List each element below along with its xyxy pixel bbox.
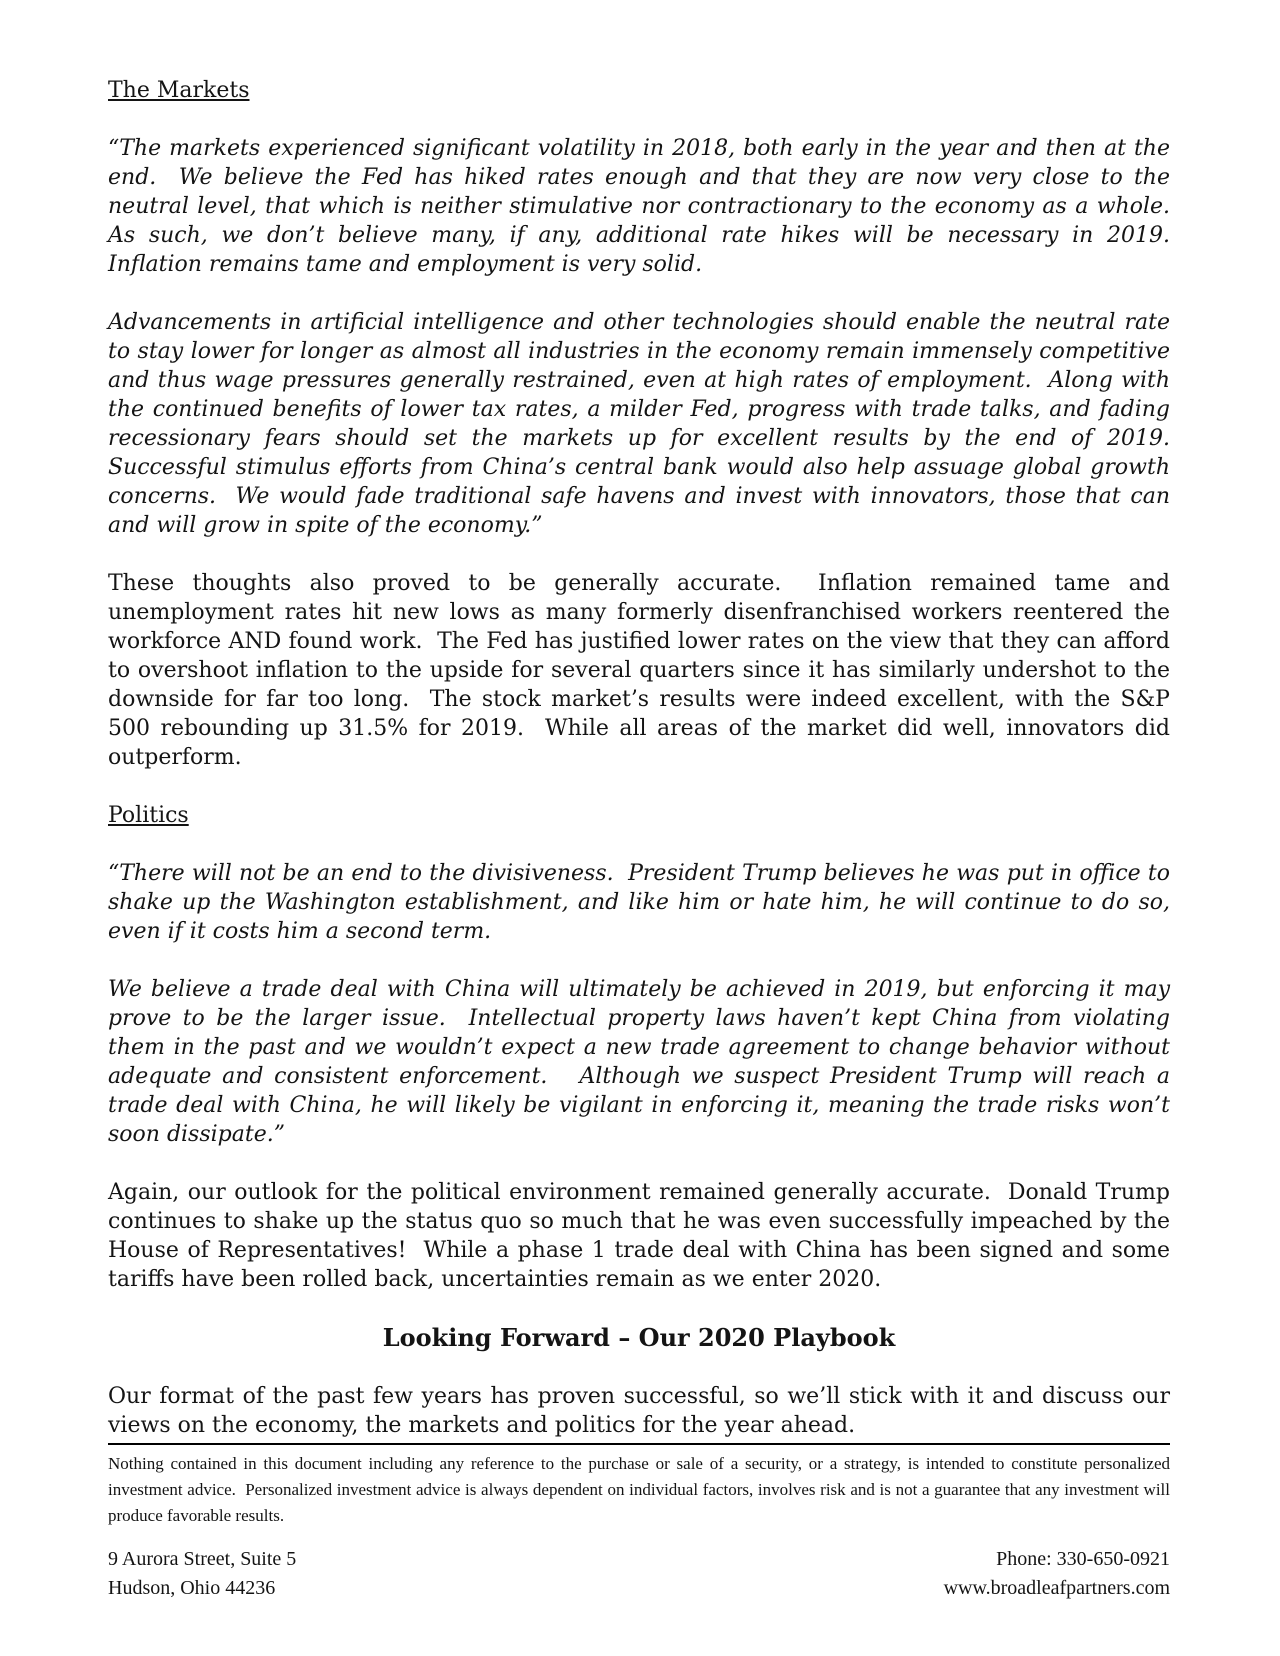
looking-forward-paragraph: Our format of the past few years has proven successful, so we’ll stick with it and discuss our views on the economy, the markets and politics for the year ahead. — [108, 1384, 1177, 1438]
section-heading-markets: The Markets — [108, 78, 250, 103]
footer-contact-row — [108, 1545, 1170, 1603]
footer-phone: Phone: 330-650-0921 — [996, 1548, 1170, 1570]
section-heading-politics: Politics — [108, 803, 189, 828]
footer-address-line2: Hudson, Ohio 44236 — [108, 1577, 276, 1599]
politics-commentary-paragraph: Again, our outlook for the political environment remained generally accurate. Donald Trump continues to shake up the status quo so much that he was even successfully impeached by the House of Representatives! While a phase 1 trade deal with China has been signed and some tariffs have been rolled back, uncertainties remain as we enter 2020. — [108, 1180, 1177, 1292]
markets-quote-paragraph-2: Advancements in artificial intelligence and other technologies should enable the neutral rate to stay lower for longer as almost all industries in the economy remain immensely competitive and thus wage pressures generally restrained, even at high rates of employment. Along with the continued benefits of lower tax rates, a milder Fed, progress with trade talks, and fading recessionary fears should set the markets up for excellent results by the end of 2019. Successful stimulus efforts from China’s central bank would also help assuage global growth concerns. We would fade traditional safe havens and invest with innovators, those that can and will grow in spite of the economy.” — [108, 310, 1184, 538]
politics-quote-paragraph-1: “There will not be an end to the divisiveness. President Trump believes he was put in office to shake up the Washington establishment, and like him or hate him, he will continue to do so, even if it costs him a second term. — [108, 861, 1177, 944]
footer-address — [108, 1545, 296, 1603]
markets-quote-paragraph-1: “The markets experienced significant volatility in 2018, both early in the year and then at the end. We believe the Fed has hiked rates enough and that they are now very close to the neutral level, that which is neither stimulative nor contractionary to the economy as a whole. As such, we don’t believe many, if any, additional rate hikes will be necessary in 2019. Inflation remains tame and employment is very solid. — [108, 136, 1184, 277]
footer-website: www.broadleafpartners.com — [943, 1577, 1170, 1599]
footer-disclaimer: Nothing contained in this document including any reference to the purchase or sale of a security, or a strategy, is intended to constitute personalized investment advice. Personalized investment advice is always dependent on individual factors, involves risk and is not a guarantee that any investment will produce favorable results. — [108, 1454, 1175, 1525]
page-footer — [108, 1443, 1175, 1603]
footer-address-line1: 9 Aurora Street, Suite 5 — [108, 1548, 297, 1570]
footer-contact — [944, 1545, 1170, 1603]
politics-quote-paragraph-2: We believe a trade deal with China will ultimately be achieved in 2019, but enforcing it may prove to be the larger issue. Intellectual property laws haven’t kept China from violating them in the past and we wouldn’t expect a new trade agreement to change behavior without adequate and consistent enforcement. Although we suspect President Trump will reach a trade deal with China, he will likely be vigilant in enforcing it, meaning the trade risks won’t soon dissipate.” — [108, 977, 1177, 1147]
footer-divider — [108, 1443, 1170, 1445]
section-heading-looking-forward: Looking Forward – Our 2020 Playbook — [382, 1323, 896, 1352]
document-body — [108, 76, 1184, 1440]
markets-commentary-paragraph: These thoughts also proved to be generally accurate. Inflation remained tame and unemployment rates hit new lows as many formerly disenfranchised workers reentered the workforce AND found work. The Fed has justified lower rates on the view that they can afford to overshoot inflation to the upside for several quarters since it has similarly undershot to the downside for far too long. The stock market’s results were indeed excellent, with the S&P 500 rebounding up 31.5% for 2019. While all areas of the market did well, innovators did outperform. — [108, 571, 1177, 770]
